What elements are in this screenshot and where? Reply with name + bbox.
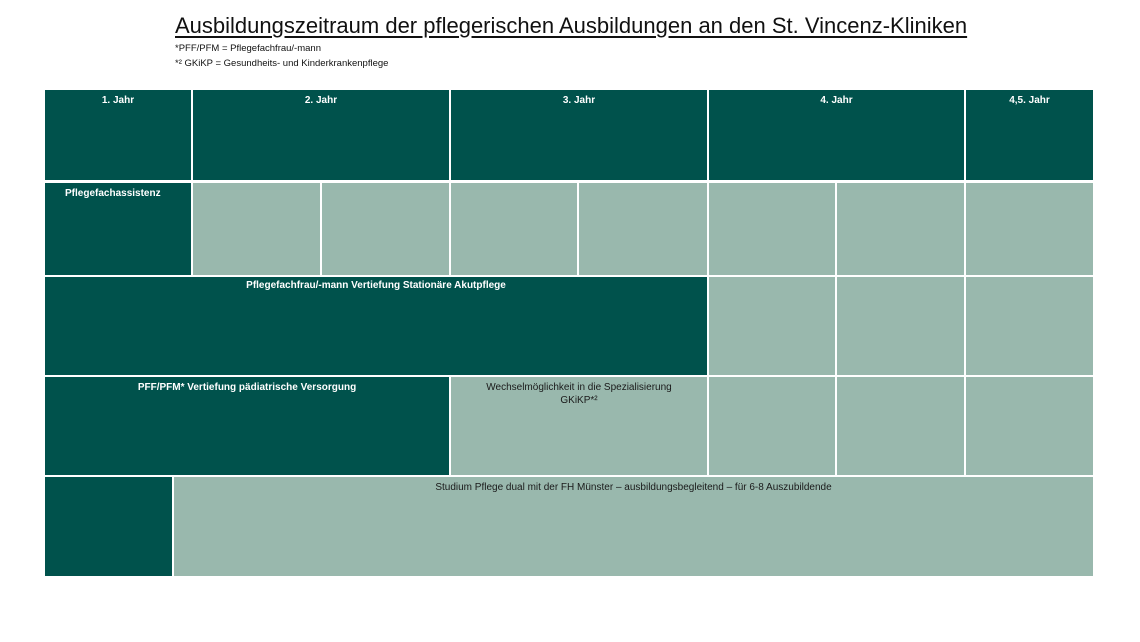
empty-row-3	[709, 377, 1093, 475]
empty-row-2	[709, 277, 1093, 375]
footnote-gkikp: *² GKiKP = Gesundheits- und Kinderkrankenpflege	[175, 58, 389, 69]
header-year-3: 3. Jahr	[451, 90, 707, 180]
gridline	[320, 183, 322, 275]
bar-paediatrie: PFF/PFM* Vertiefung pädiatrische Versorgung	[45, 377, 449, 475]
gridline	[707, 183, 709, 275]
gridline	[964, 183, 966, 475]
bar-studium-start	[45, 477, 172, 576]
header-year-4: 4. Jahr	[709, 90, 964, 180]
gridline	[835, 183, 837, 475]
header-year-4-5: 4,5. Jahr	[966, 90, 1093, 180]
bar-pflegefachassistenz: Pflegefachassistenz	[45, 183, 191, 275]
bar-studium: Studium Pflege dual mit der FH Münster – ausbildungsbegleitend – für 6-8 Auszubildende	[174, 477, 1093, 576]
header-year-2: 2. Jahr	[193, 90, 449, 180]
header-year-1: 1. Jahr	[45, 90, 191, 180]
bar-wechselmoeglichkeit: Wechselmöglichkeit in die Spezialisierung GKiKP*²	[451, 377, 707, 475]
empty-row-1	[193, 183, 1093, 275]
gridline	[577, 183, 579, 275]
footnote-pff: *PFF/PFM = Pflegefachfrau/-mann	[175, 43, 321, 54]
page-title: Ausbildungszeitraum der pflegerischen Ausbildungen an den St. Vincenz-Kliniken	[175, 13, 968, 38]
gridline	[449, 183, 451, 275]
bar-akutpflege: Pflegefachfrau/-mann Vertiefung Stationäre Akutpflege	[45, 277, 707, 375]
